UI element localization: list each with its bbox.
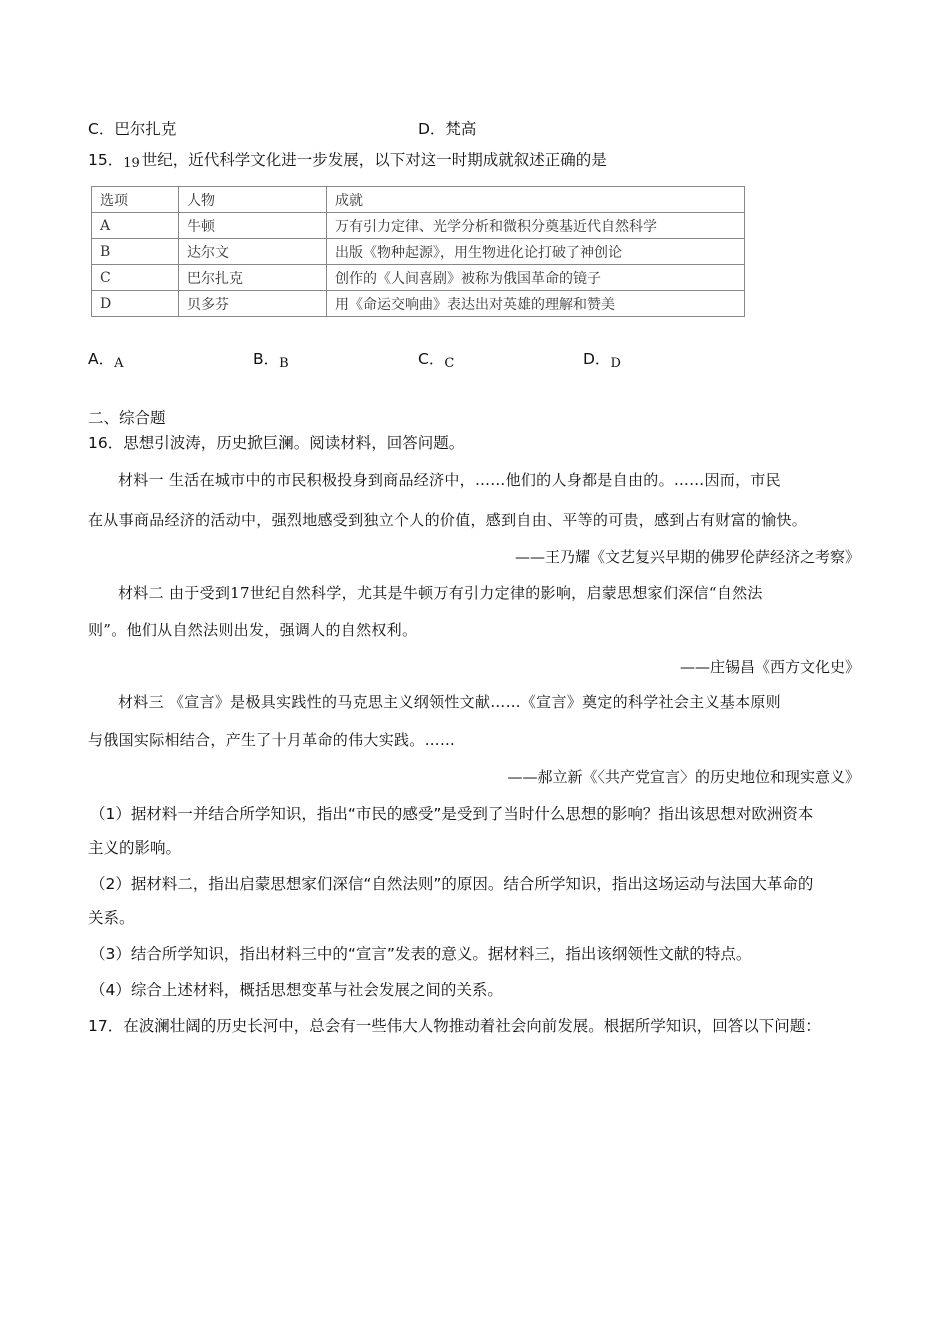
q16-sub-1-line-2: 主义的影响。 [88,839,182,857]
q16-sub-1-line-1: （1）据材料一并结合所学知识，指出“市民的感受”是受到了当时什么思想的影响？指出该思想对欧洲资本 [90,805,814,823]
table-cell: B [92,239,179,265]
q17-stem: 17．在波澜壮阔的历史长河中，总会有一些伟大人物推动着社会向前发展。根据所学知识，回答以下问题： [88,1017,821,1035]
table-row [92,265,745,291]
q15-stem-text: 世纪，近代科学文化进一步发展，以下对这一时期成就叙述正确的是 [141,151,607,169]
table-cell: D [92,291,179,317]
q15-option-b[interactable] [253,347,289,371]
q16-material-1-line-2: 在从事商品经济的活动中，强烈地感受到独立个人的价值，感到自由、平等的可贵，感到占有财富的愉快。 [88,511,808,529]
q16-material-2-line-1: 材料二 由于受到17世纪自然科学，尤其是牛顿万有引力定律的影响，启蒙思想家们深信“自然法 [118,584,763,602]
q14-option-d[interactable]: D．梵高 [418,120,477,138]
q16-material-3-line-1: 材料三 《宣言》是极具实践性的马克思主义纲领性文献……《宣言》奠定的科学社会主义基本原则 [118,693,781,711]
option-prefix: B． [253,350,280,368]
q16-material-2-line-2: 则”。他们从自然法则出发，强调人的自然权利。 [88,621,418,639]
option-value: C [444,356,455,371]
table-cell: A [92,213,179,239]
q16-sub-3: （3）结合所学知识，指出材料三中的“宣言”发表的意义。据材料三，指出该纲领性文献的特点。 [90,945,752,963]
option-prefix: D． [583,350,611,368]
q15-option-c[interactable] [418,347,454,371]
q15-stem [88,150,607,174]
table-cell: 牛顿 [179,213,327,239]
q16-sub-2-line-1: （2）据材料二，指出启蒙思想家们深信“自然法则”的原因。结合所学知识，指出这场运动与法国大革命的 [90,875,814,893]
option-value: B [279,356,289,371]
q16-stem: 16．思想引波涛，历史掀巨澜。阅读材料，回答问题。 [88,434,465,452]
table-cell: 贝多芬 [179,291,327,317]
table-cell: 万有引力定律、光学分析和微积分奠基近代自然科学 [327,213,745,239]
table-header-row [92,187,745,213]
table-cell: 巴尔扎克 [179,265,327,291]
table-header-cell: 成就 [327,187,745,213]
table-row [92,291,745,317]
q15-option-d[interactable] [583,347,621,371]
table-cell: 用《命运交响曲》表达出对英雄的理解和赞美 [327,291,745,317]
q14-option-c[interactable]: C．巴尔扎克 [88,120,177,138]
q15-century: 19 [123,156,140,171]
option-value: D [610,356,621,371]
q16-material-3-line-2: 与俄国实际相结合，产生了十月革命的伟大实践。…… [88,731,456,749]
table-cell: C [92,265,179,291]
section-title: 二、综合题 [88,409,166,427]
q16-sub-2-line-2: 关系。 [88,909,135,927]
option-prefix: C． [418,350,445,368]
table-row [92,239,745,265]
table-header-cell: 人物 [179,187,327,213]
option-prefix: A． [88,350,115,368]
q15-table [91,186,745,317]
q16-material-1-line-1: 材料一 生活在城市中的市民积极投身到商品经济中，……他们的人身都是自由的。……因而，市民 [118,471,781,489]
q16-material-2-source: ——庄锡昌《西方文化史》 [679,658,860,676]
q16-material-1-source: ——王乃耀《文艺复兴早期的佛罗伦萨经济之考察》 [514,548,860,566]
table-cell: 创作的《人间喜剧》被称为俄国革命的镜子 [327,265,745,291]
option-value: A [114,356,124,371]
q15-number: 15． [88,151,124,169]
table-cell: 达尔文 [179,239,327,265]
table-cell: 出版《物种起源》，用生物进化论打破了神创论 [327,239,745,265]
table-header-cell: 选项 [92,187,179,213]
table-row [92,213,745,239]
q16-sub-4: （4）综合上述材料，概括思想变革与社会发展之间的关系。 [90,981,503,999]
q16-material-3-source: ——郝立新《〈共产党宣言〉的历史地位和现实意义》 [507,768,860,786]
q15-option-a[interactable] [88,347,124,371]
